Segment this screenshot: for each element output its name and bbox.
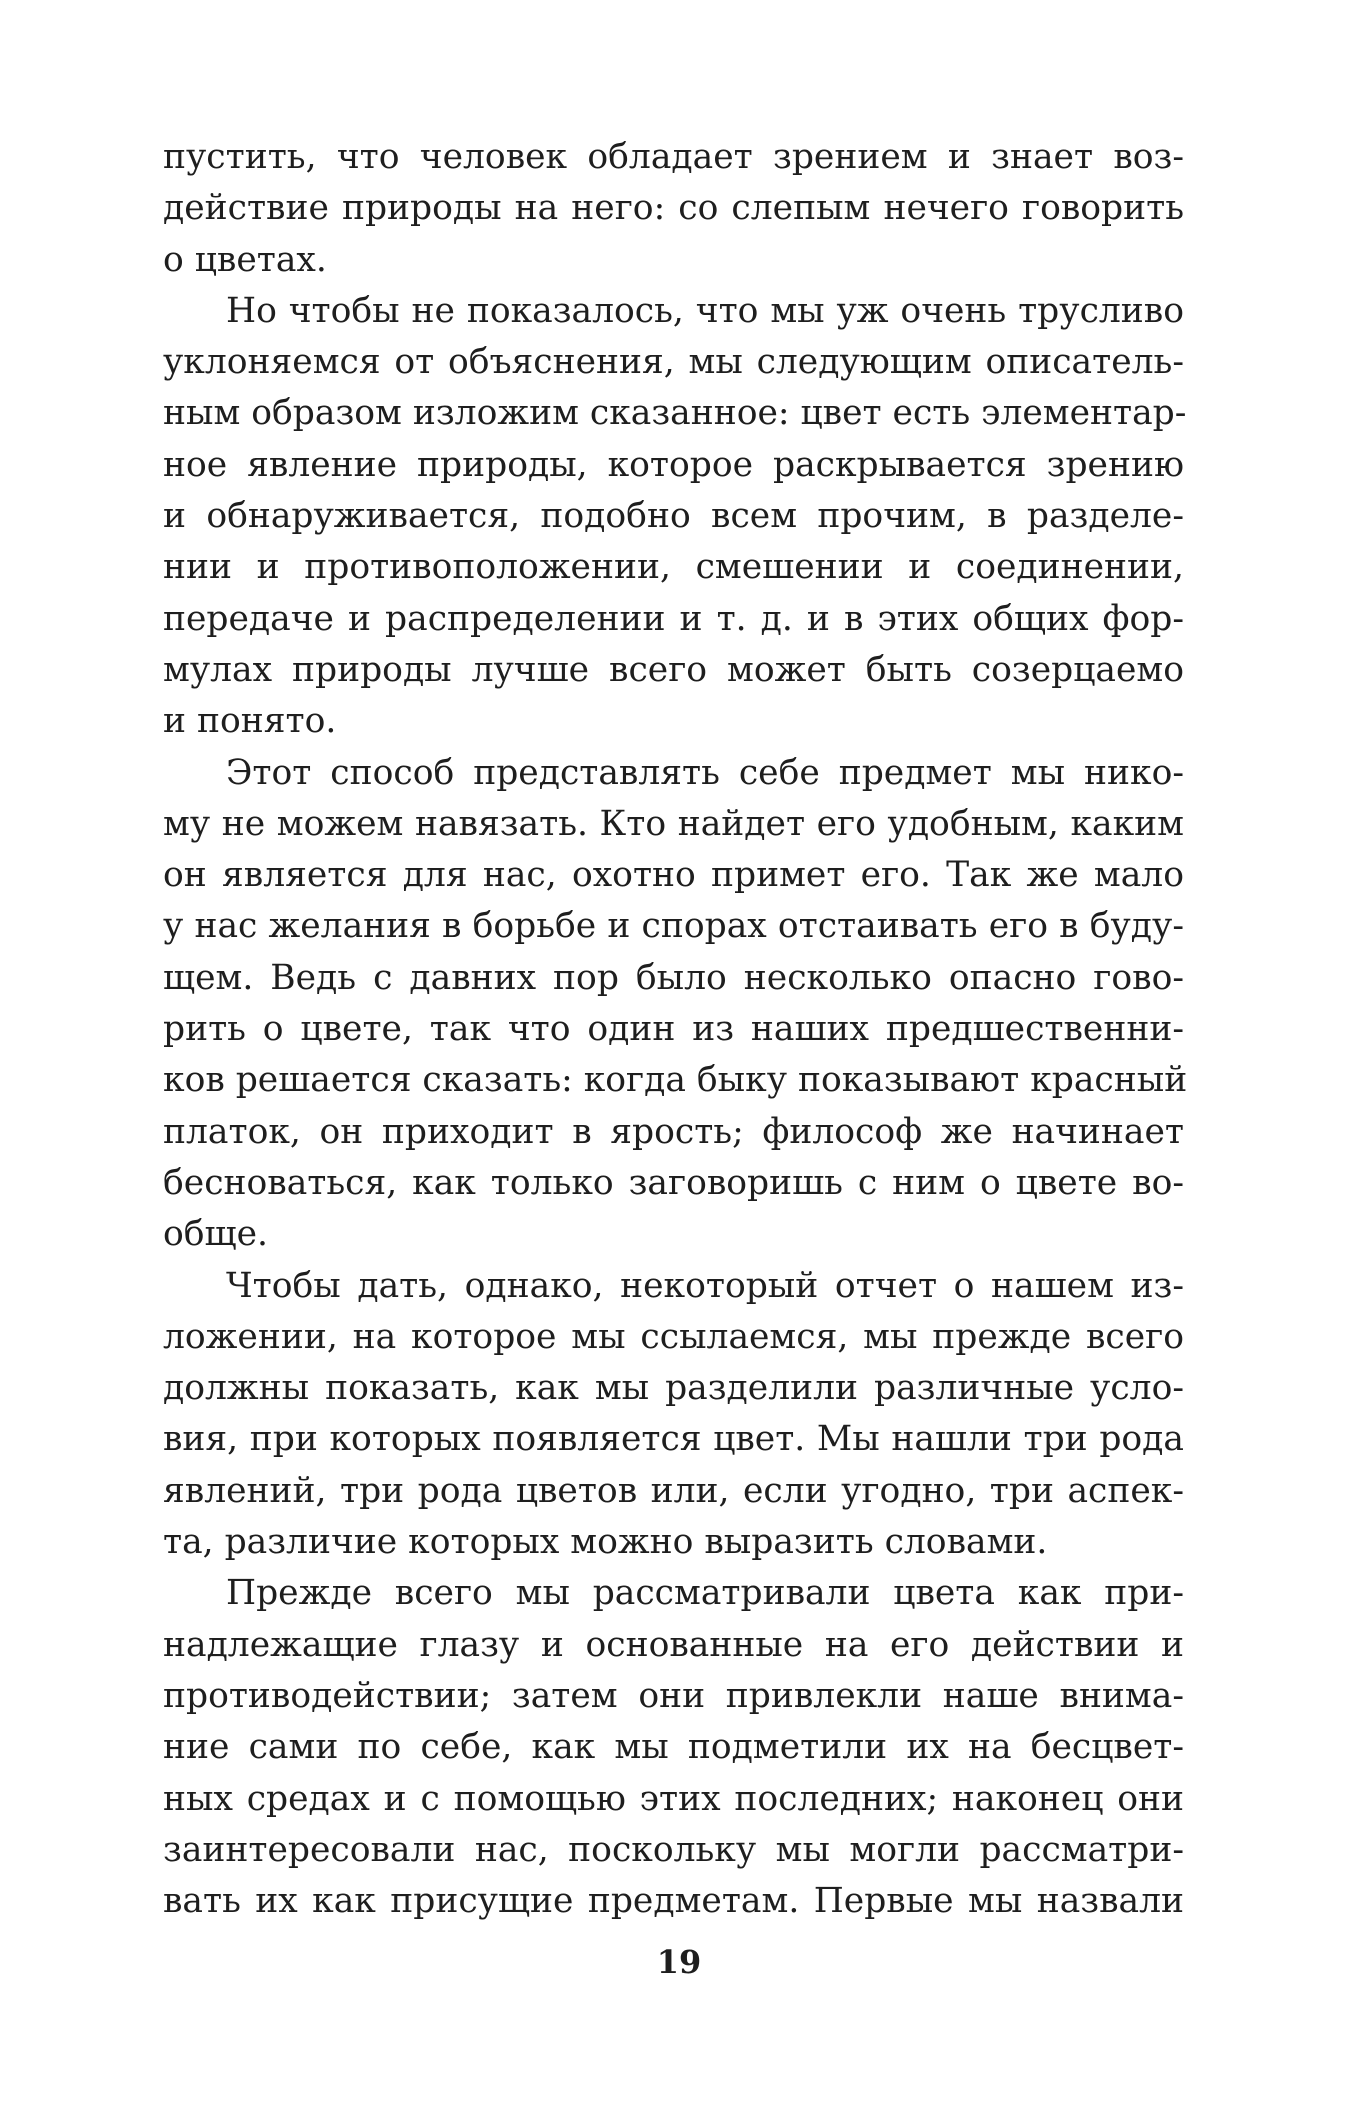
text-line: и обнаруживается, подобно всем прочим, в разделе- xyxy=(163,496,1184,537)
text-line: рить о цвете, так что один из наших предшественни- xyxy=(163,1009,1184,1050)
text-line: заинтересовали нас, поскольку мы могли рассматри- xyxy=(163,1829,1184,1870)
page-number: 19 xyxy=(656,1943,702,1981)
text-line: о цветах. xyxy=(163,239,327,280)
text-line: та, различие которых можно выразить словами. xyxy=(163,1522,1048,1563)
text-line: ным образом изложим сказанное: цвет есть элементар- xyxy=(163,393,1187,434)
text-line: му не можем навязать. Кто найдет его удобным, каким xyxy=(163,803,1184,844)
text-line: у нас желания в борьбе и спорах отстаивать его в буду- xyxy=(163,906,1184,947)
text-line: ложении, на которое мы ссылаемся, мы прежде всего xyxy=(163,1316,1184,1357)
text-line: противодействии; затем они привлекли наше внима- xyxy=(163,1675,1184,1716)
text-line: явлений, три рода цветов или, если угодно, три аспек- xyxy=(163,1470,1184,1511)
text-line: щем. Ведь с давних пор было несколько опасно гово- xyxy=(163,957,1184,998)
text-line: платок, он приходит в ярость; философ же начинает xyxy=(163,1111,1184,1152)
text-line: ное явление природы, которое раскрывается зрению xyxy=(163,444,1184,485)
text-line: Но чтобы не показалось, что мы уж очень трусливо xyxy=(226,290,1184,331)
text-line: передаче и распределении и т. д. и в этих общих фор- xyxy=(163,598,1184,639)
text-line: Этот способ представлять себе предмет мы нико- xyxy=(226,752,1184,793)
text-line: бесноваться, как только заговоришь с ним о цвете во- xyxy=(163,1162,1184,1203)
text-line: и понято. xyxy=(163,701,337,742)
text-line: пустить, что человек обладает зрением и знает воз- xyxy=(163,137,1184,177)
text-line: нии и противоположении, смешении и соединении, xyxy=(163,547,1184,588)
text-line: обще. xyxy=(163,1214,268,1255)
text-line: действие природы на него: со слепым нечего говорить xyxy=(163,188,1184,229)
text-line: вия, при которых появляется цвет. Мы нашли три рода xyxy=(163,1419,1184,1460)
text-line: мулах природы лучше всего может быть созерцаемо xyxy=(163,649,1184,690)
text-line: надлежащие глазу и основанные на его действии и xyxy=(163,1624,1184,1665)
text-line: ние сами по себе, как мы подметили их на бесцвет- xyxy=(163,1727,1184,1768)
text-line: должны показать, как мы разделили различные усло- xyxy=(163,1368,1184,1409)
text-line: ных средах и с помощью этих последних; наконец они xyxy=(163,1778,1184,1819)
text-line: Прежде всего мы рассматривали цвета как при- xyxy=(226,1573,1184,1614)
text-line: уклоняемся от объяснения, мы следующим описатель- xyxy=(163,342,1184,383)
body-text xyxy=(163,132,1188,1927)
text-line: Чтобы дать, однако, некоторый отчет о нашем из- xyxy=(226,1265,1184,1306)
text-line: ков решается сказать: когда быку показывают красный xyxy=(163,1060,1188,1101)
text-line: он является для нас, охотно примет его. Так же мало xyxy=(163,855,1184,896)
text-line: вать их как присущие предметам. Первые мы назвали xyxy=(163,1881,1184,1922)
